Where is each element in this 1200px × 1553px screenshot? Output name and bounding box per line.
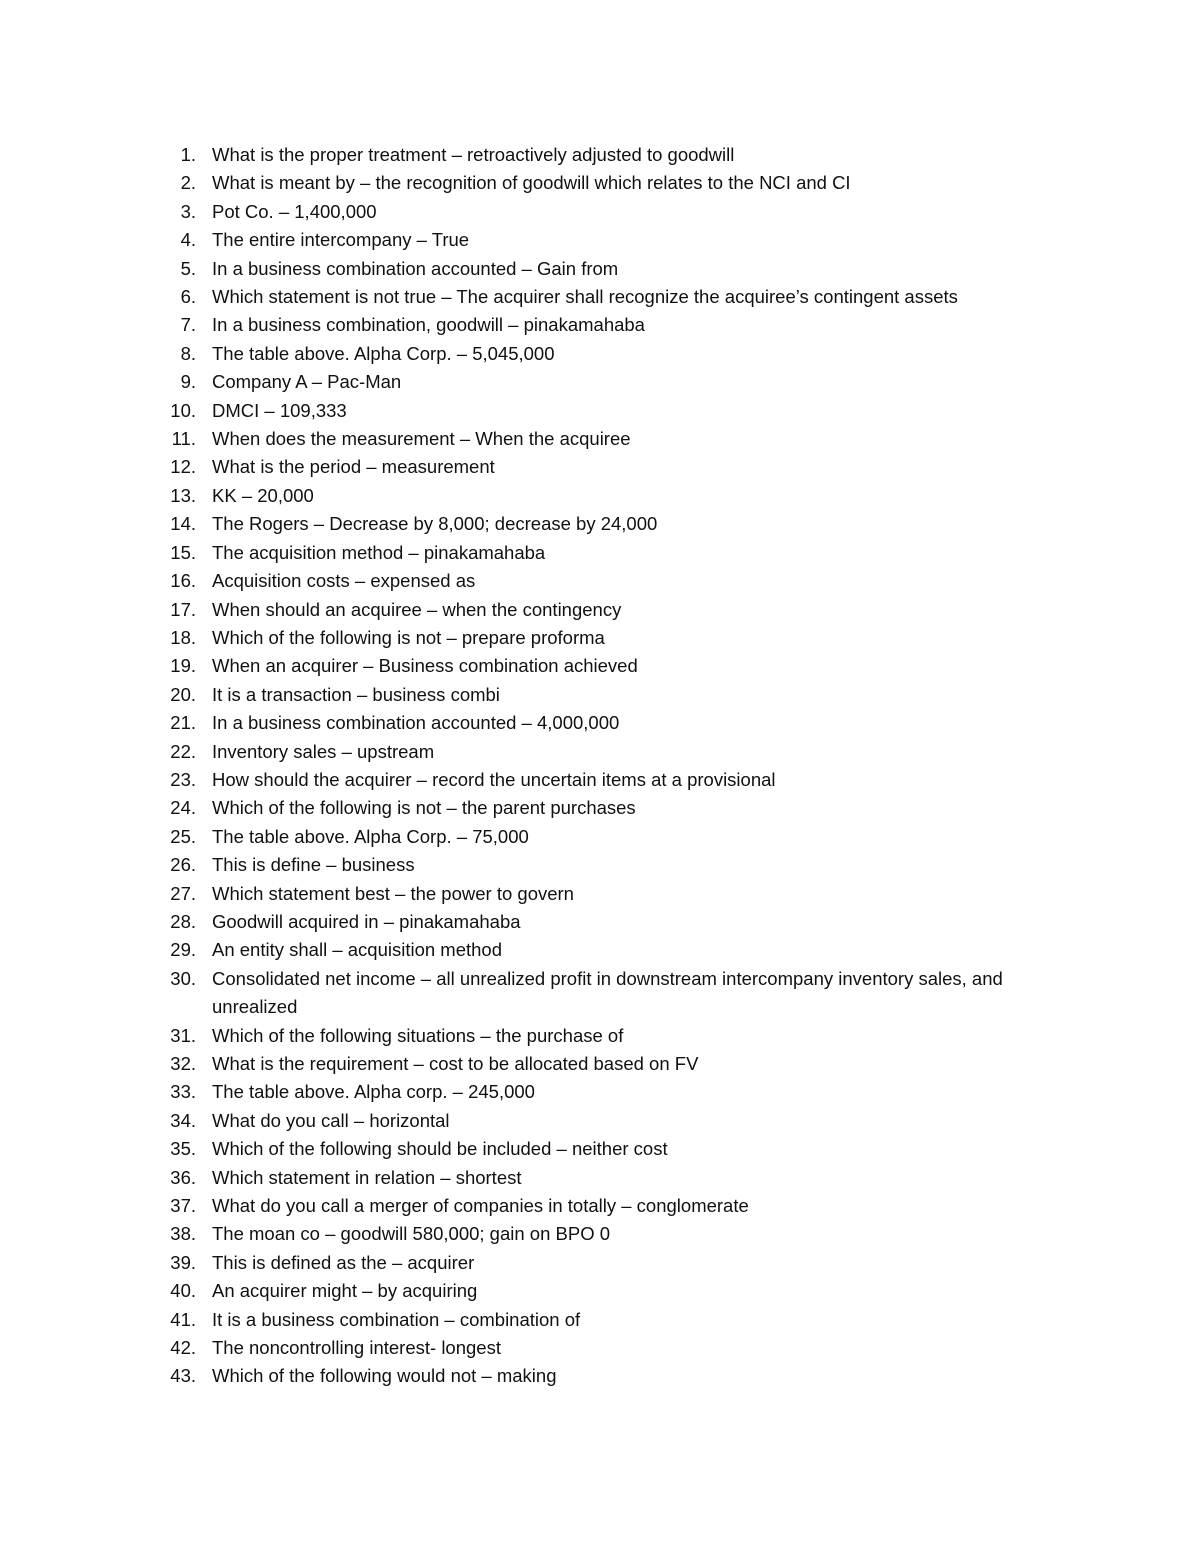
- item-number: 5.: [180, 257, 196, 279]
- item-number: 38.: [170, 1223, 196, 1245]
- list-item: [0, 482, 1200, 510]
- answer-list: [0, 141, 1200, 1391]
- item-text: What is the requirement – cost to be allocated based on FV: [212, 1053, 699, 1074]
- list-item: [0, 255, 1200, 283]
- item-text: What is the proper treatment – retroactively adjusted to goodwill: [212, 144, 735, 165]
- item-number: 15.: [170, 541, 196, 563]
- list-item: [0, 368, 1200, 396]
- item-text: Consolidated net income – all unrealized profit in downstream intercompany inventory sales, and unrealized: [212, 967, 1003, 1018]
- list-item: [0, 1192, 1200, 1220]
- list-item: [0, 510, 1200, 538]
- list-item: [0, 1164, 1200, 1192]
- item-text: The noncontrolling interest- longest: [212, 1337, 501, 1359]
- item-number: 30.: [170, 967, 196, 989]
- item-number: 41.: [170, 1308, 196, 1330]
- list-item: [0, 1249, 1200, 1277]
- item-number: 21.: [170, 712, 196, 734]
- item-text: The entire intercompany – True: [212, 229, 470, 251]
- item-number: 4.: [180, 229, 196, 251]
- list-item: [0, 340, 1200, 368]
- item-text: This is define – business: [212, 854, 415, 876]
- list-item: [0, 794, 1200, 822]
- list-item: [0, 1107, 1200, 1135]
- list-item: [0, 652, 1200, 680]
- item-number: 9.: [180, 371, 196, 393]
- item-text: KK – 20,000: [212, 484, 314, 506]
- item-text: When should an acquiree – when the contingency: [212, 598, 622, 620]
- item-text: Company A – Pac-Man: [212, 371, 402, 393]
- list-item: [0, 141, 1200, 169]
- item-text: Pot Co. – 1,400,000: [212, 200, 377, 222]
- list-item: [0, 908, 1200, 936]
- item-text: When an acquirer – Business combination achieved: [212, 655, 638, 677]
- list-item: [0, 198, 1200, 226]
- item-number: 24.: [170, 797, 196, 819]
- list-item: [0, 880, 1200, 908]
- item-text: Goodwill acquired in – pinakamahaba: [212, 910, 521, 932]
- list-item: [0, 226, 1200, 254]
- item-number: 32.: [170, 1053, 196, 1074]
- item-number: 22.: [170, 740, 196, 762]
- item-text: It is a transaction – business combi: [212, 683, 500, 705]
- item-text: The moan co – goodwill 580,000; gain on BPO 0: [212, 1223, 611, 1245]
- item-number: 19.: [170, 655, 196, 677]
- item-number: 39.: [170, 1251, 196, 1273]
- item-number: 12.: [170, 456, 196, 478]
- item-number: 36.: [170, 1166, 196, 1188]
- item-number: 42.: [170, 1337, 196, 1359]
- list-item: [0, 766, 1200, 794]
- item-text: What is meant by – the recognition of goodwill which relates to the NCI and CI: [212, 172, 851, 194]
- list-item: [0, 311, 1200, 339]
- item-number: 17.: [170, 598, 196, 620]
- item-text: In a business combination, goodwill – pinakamahaba: [212, 314, 645, 336]
- item-text: Which statement best – the power to govern: [212, 882, 574, 904]
- list-item: [0, 567, 1200, 595]
- item-number: 26.: [170, 854, 196, 876]
- item-number: 37.: [170, 1195, 196, 1217]
- list-item: [0, 624, 1200, 652]
- item-number: 11.: [171, 428, 196, 450]
- list-item: [0, 1050, 1200, 1078]
- item-text: The table above. Alpha Corp. – 75,000: [212, 825, 529, 847]
- item-text: It is a business combination – combination of: [212, 1308, 581, 1330]
- item-number: 27.: [170, 882, 196, 904]
- item-text: Which statement is not true – The acquirer shall recognize the acquiree’s contingent assets: [212, 286, 958, 308]
- item-text: What is the period – measurement: [212, 456, 495, 478]
- item-text: What do you call – horizontal: [212, 1109, 450, 1131]
- list-item: [0, 397, 1200, 425]
- item-number: 34.: [170, 1109, 196, 1131]
- item-text: This is defined as the – acquirer: [212, 1251, 475, 1273]
- list-item: [0, 1362, 1200, 1390]
- item-number: 23.: [170, 768, 196, 790]
- item-number: 20.: [170, 683, 196, 705]
- item-number: 43.: [170, 1365, 196, 1387]
- list-item: [0, 425, 1200, 453]
- item-number: 25.: [170, 825, 196, 847]
- item-text: Inventory sales – upstream: [212, 740, 435, 762]
- item-number: 3.: [180, 200, 196, 222]
- list-item: [0, 1277, 1200, 1305]
- item-text: Which of the following is not – prepare proforma: [212, 626, 605, 648]
- item-text: The table above. Alpha corp. – 245,000: [212, 1081, 535, 1103]
- list-item: [0, 169, 1200, 197]
- item-number: 2.: [180, 172, 196, 194]
- item-text: The acquisition method – pinakamahaba: [212, 541, 546, 563]
- item-number: 28.: [170, 910, 196, 932]
- item-text: The table above. Alpha Corp. – 5,045,000: [212, 342, 555, 364]
- item-number: 18.: [170, 626, 196, 648]
- list-item: [0, 596, 1200, 624]
- item-text: An acquirer might – by acquiring: [212, 1280, 478, 1302]
- item-text: DMCI – 109,333: [212, 399, 347, 421]
- list-item: [0, 1306, 1200, 1334]
- item-text: How should the acquirer – record the uncertain items at a provisional: [212, 768, 776, 790]
- item-text: Which of the following is not – the parent purchases: [212, 797, 636, 819]
- item-number: 35.: [170, 1138, 196, 1160]
- item-number: 29.: [170, 939, 196, 961]
- list-item: [0, 1078, 1200, 1106]
- list-item: [0, 1220, 1200, 1248]
- item-number: 8.: [180, 342, 196, 364]
- list-item: [0, 681, 1200, 709]
- list-item: [0, 1135, 1200, 1163]
- item-text: Which of the following would not – making: [212, 1365, 557, 1387]
- item-text: Which of the following situations – the purchase of: [212, 1024, 624, 1046]
- list-item: [0, 283, 1200, 311]
- list-item: [0, 453, 1200, 481]
- item-number: 13.: [170, 484, 196, 506]
- item-text: The Rogers – Decrease by 8,000; decrease by 24,000: [212, 513, 658, 535]
- item-text: In a business combination accounted – Gain from: [212, 257, 619, 279]
- item-text: Which statement in relation – shortest: [212, 1166, 522, 1188]
- item-number: 14.: [170, 513, 196, 535]
- item-number: 16.: [170, 570, 196, 592]
- list-item: [0, 1022, 1200, 1050]
- item-number: 10.: [170, 399, 196, 421]
- item-text: What do you call a merger of companies in totally – conglomerate: [212, 1195, 749, 1217]
- list-item: [0, 936, 1200, 964]
- item-text: In a business combination accounted – 4,000,000: [212, 712, 620, 734]
- list-item: [0, 709, 1200, 737]
- item-number: 31.: [170, 1024, 196, 1046]
- item-number: 33.: [170, 1081, 196, 1103]
- list-item: [0, 1334, 1200, 1362]
- list-item: [0, 738, 1200, 766]
- list-item: [0, 539, 1200, 567]
- list-item: [0, 965, 1200, 1022]
- list-item: [0, 823, 1200, 851]
- item-text: When does the measurement – When the acquiree: [212, 428, 631, 450]
- item-text: Acquisition costs – expensed as: [212, 570, 476, 592]
- item-number: 40.: [170, 1280, 196, 1302]
- list-item: [0, 851, 1200, 879]
- item-number: 6.: [180, 286, 196, 308]
- item-number: 1.: [180, 144, 196, 165]
- item-text: Which of the following should be included – neither cost: [212, 1138, 668, 1160]
- item-text: An entity shall – acquisition method: [212, 939, 503, 961]
- item-number: 7.: [180, 314, 196, 336]
